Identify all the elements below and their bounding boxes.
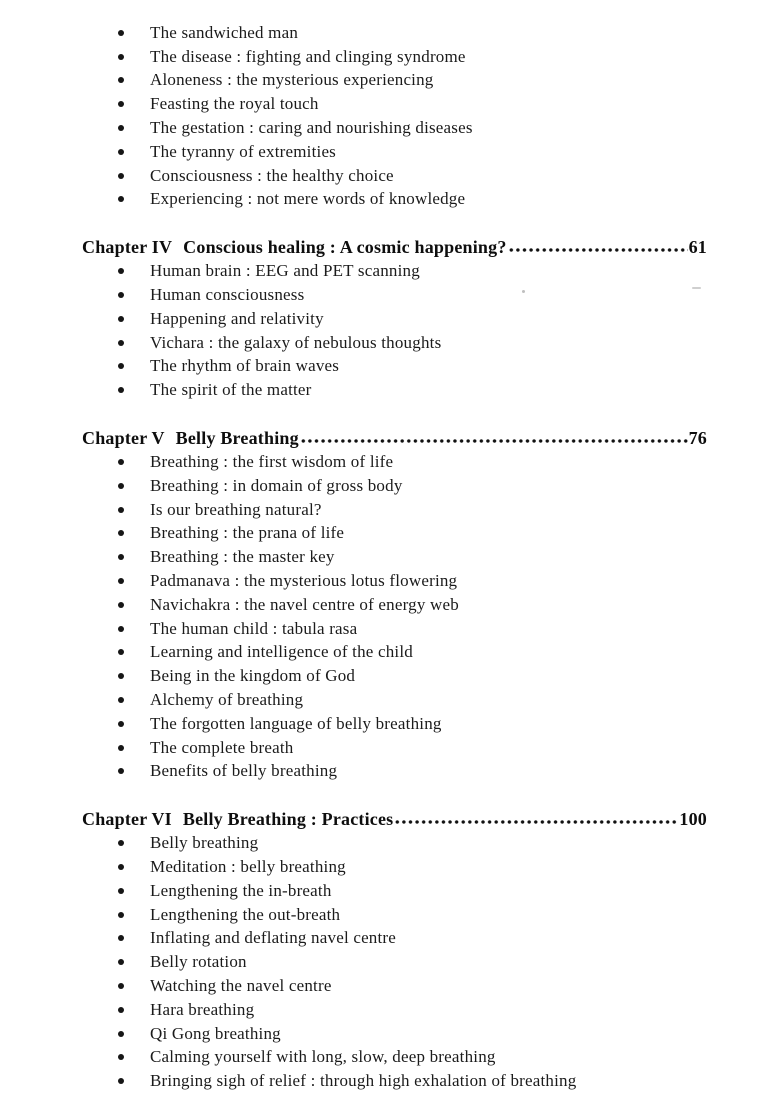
dot-leader-icon bbox=[300, 437, 688, 445]
chapter-bullet-list bbox=[82, 450, 707, 783]
toc-item-label: Consciousness : the healthy choice bbox=[150, 165, 394, 185]
bullet-icon bbox=[118, 1007, 124, 1013]
bullet-icon bbox=[118, 363, 124, 369]
bullet-icon bbox=[118, 459, 124, 465]
toc-item bbox=[82, 545, 707, 569]
bullet-icon bbox=[118, 196, 124, 202]
bullet-icon bbox=[118, 888, 124, 894]
bullet-icon bbox=[118, 54, 124, 60]
toc-item-label: The spirit of the matter bbox=[150, 380, 312, 400]
toc-item-label: Human brain : EEG and PET scanning bbox=[150, 261, 420, 281]
toc-item bbox=[82, 617, 707, 641]
toc-item bbox=[82, 1022, 707, 1046]
bullet-icon bbox=[118, 268, 124, 274]
toc-item bbox=[82, 903, 707, 927]
bullet-icon bbox=[118, 768, 124, 774]
toc-item bbox=[82, 664, 707, 688]
toc-item bbox=[82, 522, 707, 546]
chapter-section bbox=[82, 807, 707, 1093]
bullet-icon bbox=[118, 387, 124, 393]
toc-item bbox=[82, 474, 707, 498]
bullet-icon bbox=[118, 840, 124, 846]
toc-item-label: Learning and intelligence of the child bbox=[150, 642, 413, 662]
toc-item-label: Meditation : belly breathing bbox=[150, 857, 346, 876]
toc-item bbox=[82, 188, 707, 212]
scan-speck bbox=[522, 290, 525, 293]
chapter-section bbox=[82, 235, 707, 402]
bullet-icon bbox=[118, 507, 124, 513]
toc-item bbox=[82, 21, 707, 45]
chapter-sections bbox=[82, 235, 707, 1093]
bullet-icon bbox=[118, 1031, 124, 1037]
chapter-label: Chapter IV bbox=[82, 237, 173, 258]
bullet-icon bbox=[118, 173, 124, 179]
toc-item-label: Belly breathing bbox=[150, 833, 259, 853]
bullet-icon bbox=[118, 626, 124, 632]
toc-item bbox=[82, 998, 707, 1022]
chapter-label: Chapter VI bbox=[82, 809, 172, 830]
dot-leader-icon bbox=[508, 246, 688, 254]
chapter-page-number: 61 bbox=[688, 237, 707, 258]
bullet-icon bbox=[118, 745, 124, 751]
toc-item bbox=[82, 69, 707, 93]
chapter-section bbox=[82, 426, 707, 783]
toc-item bbox=[82, 259, 707, 283]
toc-item-label: Bringing sigh of relief : through high exhalation of breathing bbox=[150, 1071, 577, 1091]
toc-item-label: Lengthening the in-breath bbox=[150, 880, 332, 900]
toc-item bbox=[82, 92, 707, 116]
toc-item bbox=[82, 927, 707, 951]
bullet-icon bbox=[118, 77, 124, 83]
toc-item bbox=[82, 307, 707, 331]
toc-item bbox=[82, 140, 707, 164]
toc-item-label: Watching the navel centre bbox=[150, 975, 332, 995]
toc-item-label: Qi Gong breathing bbox=[150, 1023, 281, 1043]
toc-item-label: Vichara : the galaxy of nebulous thoughts bbox=[150, 332, 442, 352]
toc-item-label: The sandwiched man bbox=[150, 22, 299, 42]
toc-item bbox=[82, 378, 707, 402]
toc-item bbox=[82, 1069, 707, 1093]
toc-item-label: Belly rotation bbox=[150, 952, 247, 972]
toc-item-label: Breathing : the prana of life bbox=[150, 523, 345, 543]
bullet-icon bbox=[118, 912, 124, 918]
toc-item-label: The complete breath bbox=[150, 737, 294, 757]
toc-item-label: The gestation : caring and nourishing diseases bbox=[150, 118, 473, 138]
toc-item bbox=[82, 45, 707, 69]
bullet-icon bbox=[118, 578, 124, 584]
toc-item-label: Human consciousness bbox=[150, 285, 305, 305]
toc-item bbox=[82, 116, 707, 140]
bullet-icon bbox=[118, 340, 124, 346]
chapter-title: Conscious healing : A cosmic happening? bbox=[183, 237, 507, 258]
chapter-title: Belly Breathing bbox=[175, 428, 299, 449]
toc-item-label: Breathing : the first wisdom of life bbox=[150, 452, 394, 472]
toc-item bbox=[82, 879, 707, 903]
bullet-icon bbox=[118, 935, 124, 941]
toc-item bbox=[82, 331, 707, 355]
bullet-icon bbox=[118, 30, 124, 36]
scan-speck bbox=[692, 287, 701, 289]
chapter-page-number: 76 bbox=[688, 428, 707, 449]
toc-item-label: The human child : tabula rasa bbox=[150, 618, 358, 638]
bullet-icon bbox=[118, 125, 124, 131]
bullet-icon bbox=[118, 673, 124, 679]
toc-item-label: Benefits of belly breathing bbox=[150, 761, 338, 781]
toc-item bbox=[82, 1045, 707, 1069]
toc-item bbox=[82, 593, 707, 617]
intro-bullet-list bbox=[82, 21, 707, 211]
toc-item-label: Calming yourself with long, slow, deep breathing bbox=[150, 1047, 496, 1067]
toc-item bbox=[82, 164, 707, 188]
bullet-icon bbox=[118, 602, 124, 608]
toc-item bbox=[82, 355, 707, 379]
bullet-icon bbox=[118, 697, 124, 703]
bullet-icon bbox=[118, 983, 124, 989]
bullet-icon bbox=[118, 649, 124, 655]
toc-item-label: Breathing : in domain of gross body bbox=[150, 475, 403, 495]
toc-item bbox=[82, 855, 707, 879]
toc-item-label: Lengthening the out-breath bbox=[150, 904, 341, 924]
chapter-page-number: 100 bbox=[679, 809, 707, 830]
toc-item bbox=[82, 688, 707, 712]
toc-item-label: Happening and relativity bbox=[150, 308, 324, 328]
toc-item bbox=[82, 283, 707, 307]
toc-item bbox=[82, 498, 707, 522]
chapter-heading bbox=[82, 807, 707, 831]
toc-item bbox=[82, 760, 707, 784]
toc-item-label: Breathing : the master key bbox=[150, 547, 335, 567]
toc-item-label: Alchemy of breathing bbox=[150, 690, 304, 710]
toc-item-label: Padmanava : the mysterious lotus flowering bbox=[150, 571, 458, 591]
toc-item-label: Being in the kingdom of God bbox=[150, 666, 356, 686]
toc-item-label: Navichakra : the navel centre of energy web bbox=[150, 594, 459, 614]
toc-item-label: The forgotten language of belly breathing bbox=[150, 713, 442, 733]
chapter-heading bbox=[82, 235, 707, 259]
toc-item-label: The rhythm of brain waves bbox=[150, 356, 340, 376]
bullet-icon bbox=[118, 959, 124, 965]
toc-item-label: Is our breathing natural? bbox=[150, 499, 322, 519]
toc-item bbox=[82, 831, 707, 855]
toc-item bbox=[82, 736, 707, 760]
chapter-label: Chapter V bbox=[82, 428, 165, 449]
toc-item-label: Inflating and deflating navel centre bbox=[150, 928, 397, 948]
chapter-title: Belly Breathing : Practices bbox=[182, 809, 394, 830]
dot-leader-icon bbox=[394, 818, 678, 826]
bullet-icon bbox=[118, 101, 124, 107]
bullet-icon bbox=[118, 864, 124, 870]
bullet-icon bbox=[118, 149, 124, 155]
bullet-icon bbox=[118, 1054, 124, 1060]
toc-item-label: The tyranny of extremities bbox=[150, 141, 336, 161]
bullet-icon bbox=[118, 530, 124, 536]
toc-item bbox=[82, 450, 707, 474]
toc-item bbox=[82, 950, 707, 974]
toc-item bbox=[82, 569, 707, 593]
toc-item-label: Aloneness : the mysterious experiencing bbox=[150, 70, 434, 90]
toc-item bbox=[82, 974, 707, 998]
toc-item bbox=[82, 712, 707, 736]
toc-item-label: Experiencing : not mere words of knowledge bbox=[150, 189, 466, 209]
chapter-bullet-list bbox=[82, 831, 707, 1093]
bullet-icon bbox=[118, 554, 124, 560]
bullet-icon bbox=[118, 292, 124, 298]
bullet-icon bbox=[118, 316, 124, 322]
chapter-bullet-list bbox=[82, 259, 707, 402]
chapter-heading bbox=[82, 426, 707, 450]
toc-item-label: Hara breathing bbox=[150, 999, 255, 1019]
bullet-icon bbox=[118, 483, 124, 489]
toc-item-label: Feasting the royal touch bbox=[150, 94, 319, 114]
toc-item-label: The disease : fighting and clinging syndrome bbox=[150, 46, 466, 66]
bullet-icon bbox=[118, 1078, 124, 1084]
toc-item bbox=[82, 641, 707, 665]
bullet-icon bbox=[118, 721, 124, 727]
